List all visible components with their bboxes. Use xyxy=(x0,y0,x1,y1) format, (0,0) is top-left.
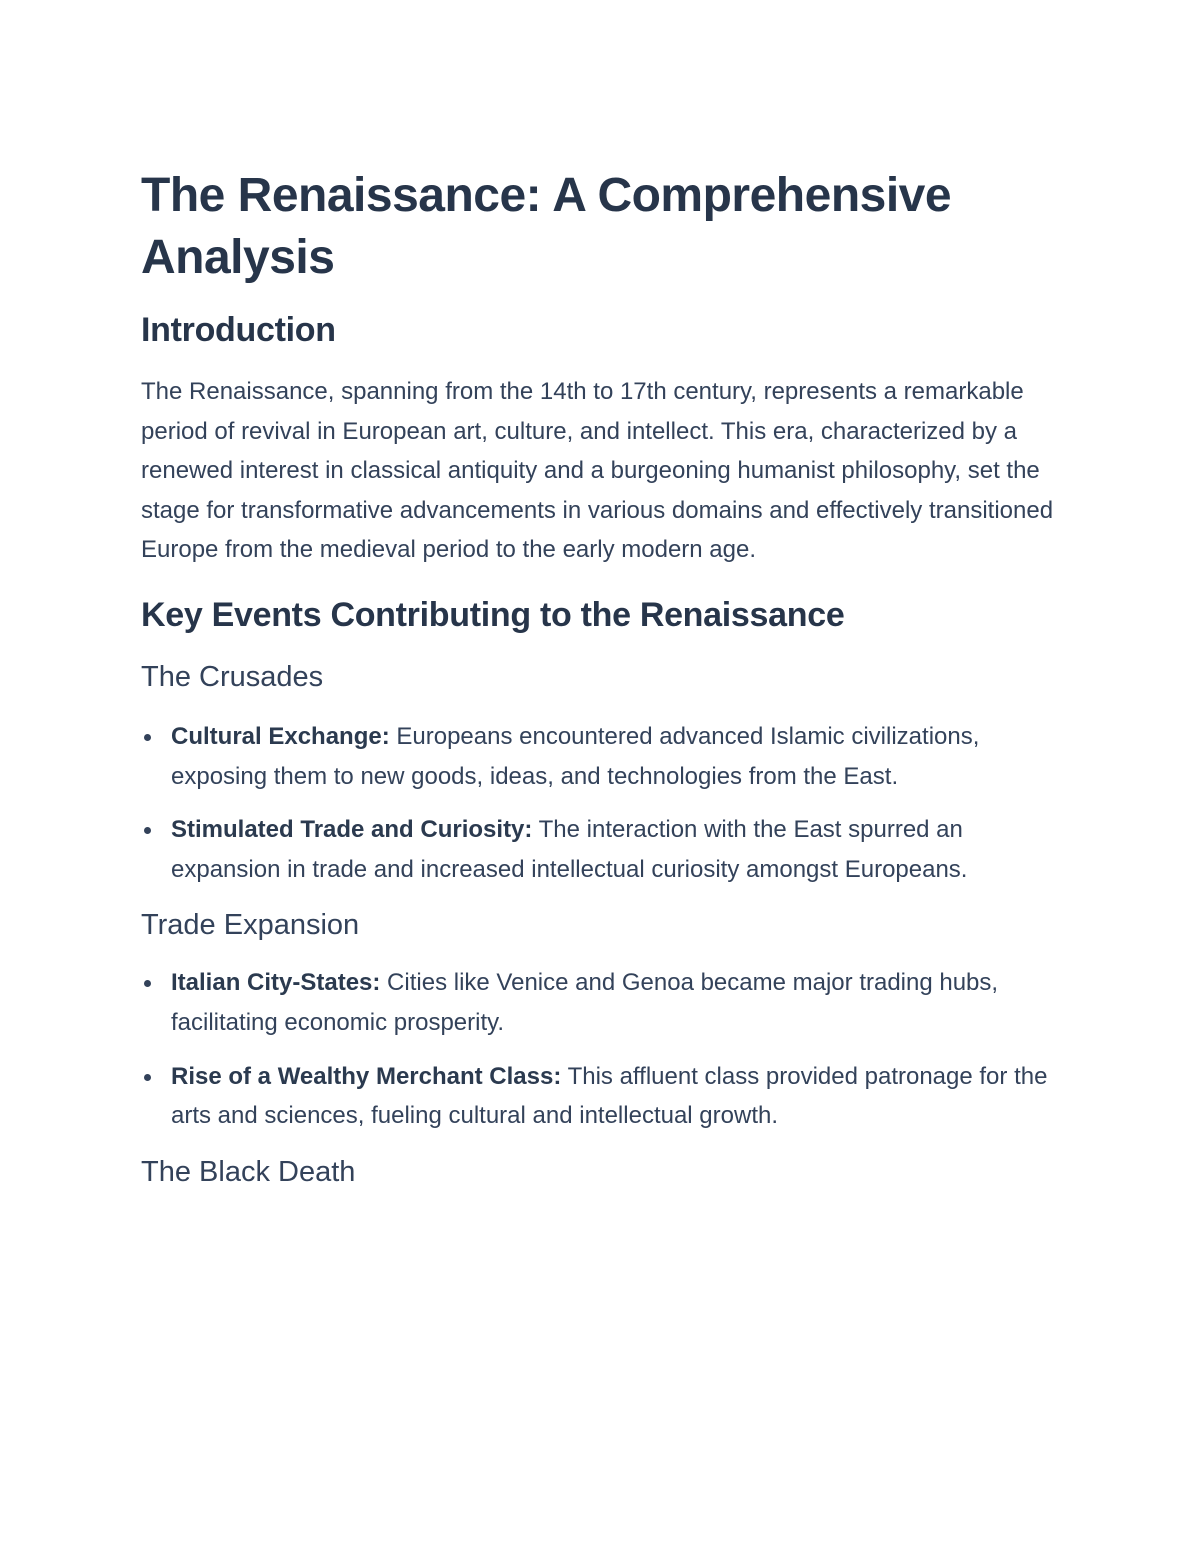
subsection-heading-black-death: The Black Death xyxy=(141,1155,356,1188)
crusades-list xyxy=(141,717,1061,889)
list-item-term: Italian City-States: xyxy=(171,969,381,997)
list-item-text: Europeans encountered advanced Islamic civilizations, exposing them to new goods, ideas, and technologies from the East. xyxy=(171,722,980,790)
subsection-heading-trade-expansion: Trade Expansion xyxy=(141,909,360,942)
introduction-heading: Introduction xyxy=(141,311,336,349)
list-item xyxy=(141,810,1061,889)
list-item xyxy=(141,1057,1061,1136)
list-item xyxy=(141,717,1061,796)
trade-expansion-list xyxy=(141,963,1061,1135)
list-item-text: The interaction with the East spurred an expansion in trade and increased intellectual curiosity amongst Europeans. xyxy=(171,816,968,883)
list-item-term: Rise of a Wealthy Merchant Class: xyxy=(171,1062,562,1090)
document-page xyxy=(141,165,1061,1190)
list-item xyxy=(141,963,1061,1042)
list-item-term: Cultural Exchange: xyxy=(171,722,390,750)
introduction-paragraph: The Renaissance, spanning from the 14th to 17th century, represents a remarkable period of revival in European art, culture, and intellect. This era, characterized by a renewed interest in classical antiquity and a burgeoning humanist philosophy, set the stage for transformative advancements in various domains and effectively transitioned Europe from the medieval period to the early modern age. xyxy=(141,378,1054,564)
list-item-text: This affluent class provided patronage for the arts and sciences, fueling cultural and intellectual growth. xyxy=(171,1062,1048,1130)
list-item-term: Stimulated Trade and Curiosity: xyxy=(171,816,533,844)
document-title: The Renaissance: A Comprehensive Analysis xyxy=(141,169,952,284)
subsection-heading-crusades: The Crusades xyxy=(141,660,324,693)
key-events-heading: Key Events Contributing to the Renaissance xyxy=(141,595,845,634)
list-item-text: Cities like Venice and Genoa became major trading hubs, facilitating economic prosperity. xyxy=(171,969,999,1036)
